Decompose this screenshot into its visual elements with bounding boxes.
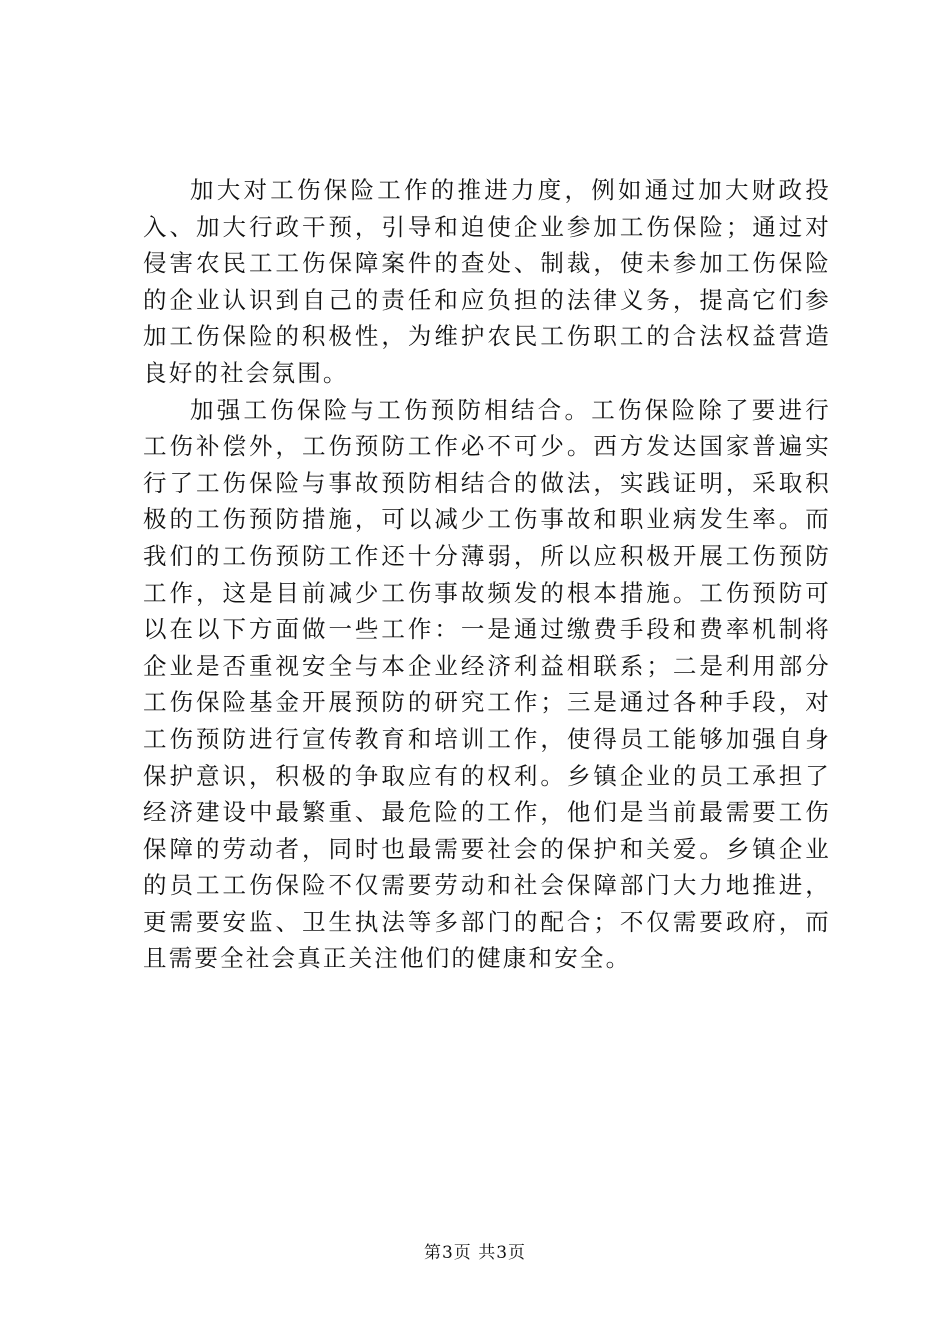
paragraph-1: 加大对工伤保险工作的推进力度，例如通过加大财政投入、加大行政干预，引导和迫使企业参加工伤保险；通过对侵害农民工工伤保障案件的查处、制裁，使未参加工伤保险的企业认识到自己的责任和应负担的法律义务，提高它们参加工伤保险的积极性，为维护农民工伤职工的合法权益营造良好的社会氛围。 bbox=[143, 176, 831, 387]
page-number-footer: 第3页 共3页 bbox=[423, 1243, 527, 1263]
document-body bbox=[143, 172, 831, 977]
paragraph-2: 加强工伤保险与工伤预防相结合。工伤保险除了要进行工伤补偿外，工伤预防工作必不可少。西方发达国家普遍实行了工伤保险与事故预防相结合的做法，实践证明，采取积极的工伤预防措施，可以减少工伤事故和职业病发生率。而我们的工伤预防工作还十分薄弱，所以应积极开展工伤预防工作，这是目前减少工伤事故频发的根本措施。工伤预防可以在以下方面做一些工作：一是通过缴费手段和费率机制将企业是否重视安全与本企业经济利益相联系；二是利用部分工伤保险基金开展预防的研究工作；三是通过各种手段，对工伤预防进行宣传教育和培训工作，使得员工能够加强自身保护意识，积极的争取应有的权利。乡镇企业的员工承担了经济建设中最繁重、最危险的工作，他们是当前最需要工伤保障的劳动者，同时也最需要社会的保护和关爱。乡镇企业的员工工伤保险不仅需要劳动和社会保障部门大力地推进，更需要安监、卫生执法等多部门的配合；不仅需要政府，而且需要全社会真正关注他们的健康和安全。 bbox=[143, 395, 831, 973]
